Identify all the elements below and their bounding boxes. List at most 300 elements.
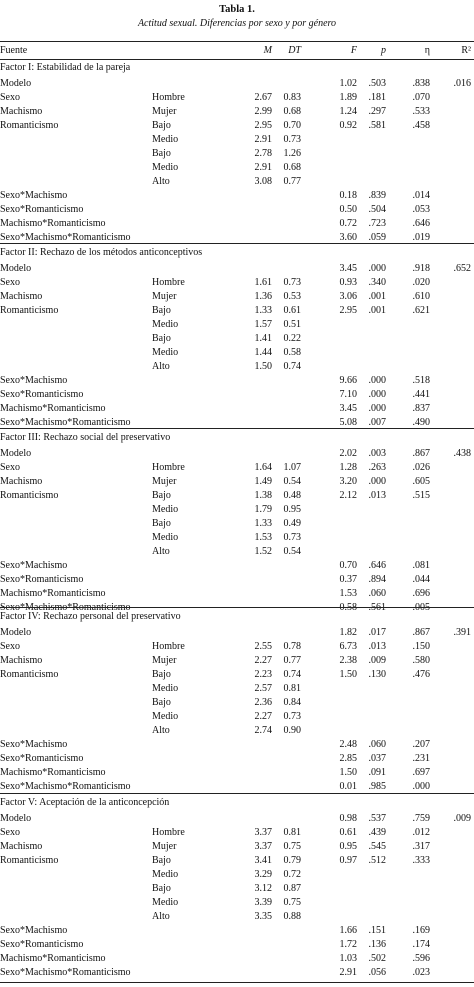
- cell-p: .009: [368, 655, 386, 666]
- cell-f: 0.97: [339, 855, 357, 866]
- header-f: F: [350, 45, 357, 56]
- section-rule: [0, 607, 474, 608]
- cell-label: Sexo*Machismo: [0, 190, 68, 201]
- header-p: p: [381, 45, 386, 56]
- cell-label: Sexo*Romanticismo: [0, 204, 84, 215]
- cell-dt: 0.54: [283, 546, 301, 557]
- cell-dt: 1.26: [283, 148, 301, 159]
- cell-label: Modelo: [0, 813, 32, 824]
- group-row: [0, 682, 474, 696]
- cell-f: 0.18: [339, 190, 357, 201]
- cell-m: 2.55: [254, 641, 272, 652]
- cell-label: Machismo: [0, 291, 43, 302]
- cell-eta: .838: [412, 78, 430, 89]
- cell-p: .151: [368, 925, 386, 936]
- cell-p: .056: [368, 967, 386, 978]
- group-row: [0, 531, 474, 545]
- cell-dt: 0.61: [283, 305, 301, 316]
- cell-dt: 0.87: [283, 883, 301, 894]
- cell-eta: .697: [412, 767, 430, 778]
- cell-sub: Alto: [152, 725, 170, 736]
- cell-eta: .759: [412, 813, 430, 824]
- bottom-rule: [0, 982, 474, 983]
- cell-sub: Hombre: [152, 641, 185, 652]
- cell-dt: 0.51: [283, 319, 301, 330]
- cell-label: Sexo: [0, 277, 20, 288]
- cell-f: 0.01: [339, 781, 357, 792]
- cell-f: 3.60: [339, 232, 357, 243]
- group-row: [0, 710, 474, 724]
- cell-label: Modelo: [0, 448, 32, 459]
- cell-eta: .610: [412, 291, 430, 302]
- cell-dt: 0.48: [283, 490, 301, 501]
- cell-dt: 0.95: [283, 504, 301, 515]
- cell-sub: Hombre: [152, 827, 185, 838]
- cell-eta: .044: [412, 574, 430, 585]
- interaction-row: [0, 189, 474, 203]
- cell-eta: .333: [412, 855, 430, 866]
- interaction-row: [0, 952, 474, 966]
- cell-label: Romanticismo: [0, 490, 59, 501]
- cell-label: Sexo*Romanticismo: [0, 574, 84, 585]
- cell-dt: 0.75: [283, 841, 301, 852]
- cell-eta: .580: [412, 655, 430, 666]
- cell-r2: .391: [453, 627, 471, 638]
- cell-label: Sexo*Machismo: [0, 375, 68, 386]
- section-rule: [0, 428, 474, 429]
- interaction-row: [0, 203, 474, 217]
- cell-p: .001: [368, 291, 386, 302]
- cell-dt: 0.68: [283, 162, 301, 173]
- group-row: [0, 360, 474, 374]
- factor-title: [0, 61, 474, 75]
- cell-dt: 0.74: [283, 361, 301, 372]
- factor-title: [0, 796, 474, 810]
- cell-f: 1.82: [339, 627, 357, 638]
- modelo-row: [0, 626, 474, 640]
- cell-m: 1.50: [254, 361, 272, 372]
- interaction-row: [0, 587, 474, 601]
- cell-m: 1.61: [254, 277, 272, 288]
- cell-dt: 0.54: [283, 476, 301, 487]
- cell-sub: Bajo: [152, 120, 171, 131]
- cell-label: Sexo*Machismo: [0, 560, 68, 571]
- cell-eta: .174: [412, 939, 430, 950]
- cell-label: Machismo*Romanticismo: [0, 403, 106, 414]
- cell-m: 2.91: [254, 134, 272, 145]
- factor-title-text: Factor IV: Rechazo personal del preservativo: [0, 611, 181, 622]
- cell-r2: .009: [453, 813, 471, 824]
- cell-m: 1.38: [254, 490, 272, 501]
- cell-m: 1.33: [254, 518, 272, 529]
- cell-dt: 0.88: [283, 911, 301, 922]
- cell-eta: .020: [412, 277, 430, 288]
- cell-f: 0.72: [339, 218, 357, 229]
- interaction-row: [0, 938, 474, 952]
- cell-label: Machismo: [0, 655, 43, 666]
- factor-title-text: Factor II: Rechazo de los métodos anticonceptivos: [0, 247, 203, 258]
- cell-f: 2.85: [339, 753, 357, 764]
- header-rule: [0, 59, 474, 60]
- group-row: [0, 290, 474, 304]
- cell-f: 1.53: [339, 588, 357, 599]
- cell-label: Sexo: [0, 462, 20, 473]
- cell-f: 2.91: [339, 967, 357, 978]
- cell-dt: 0.73: [283, 532, 301, 543]
- cell-eta: .070: [412, 92, 430, 103]
- cell-f: 0.92: [339, 120, 357, 131]
- cell-m: 2.27: [254, 655, 272, 666]
- group-row: [0, 882, 474, 896]
- cell-f: 6.73: [339, 641, 357, 652]
- cell-label: Sexo: [0, 92, 20, 103]
- interaction-row: [0, 752, 474, 766]
- group-row: [0, 854, 474, 868]
- group-row: [0, 175, 474, 189]
- interaction-row: [0, 780, 474, 794]
- cell-sub: Hombre: [152, 462, 185, 473]
- cell-f: 3.06: [339, 291, 357, 302]
- cell-f: 3.45: [339, 403, 357, 414]
- group-row: [0, 503, 474, 517]
- cell-sub: Medio: [152, 134, 179, 145]
- cell-m: 3.39: [254, 897, 272, 908]
- interaction-row: [0, 738, 474, 752]
- group-row: [0, 161, 474, 175]
- cell-sub: Medio: [152, 683, 179, 694]
- cell-f: 0.93: [339, 277, 357, 288]
- cell-sub: Bajo: [152, 490, 171, 501]
- cell-sub: Bajo: [152, 518, 171, 529]
- cell-dt: 0.68: [283, 106, 301, 117]
- cell-f: 2.95: [339, 305, 357, 316]
- cell-f: 1.24: [339, 106, 357, 117]
- cell-eta: .014: [412, 190, 430, 201]
- cell-eta: .441: [412, 389, 430, 400]
- interaction-row: [0, 573, 474, 587]
- cell-dt: 0.78: [283, 641, 301, 652]
- cell-sub: Alto: [152, 546, 170, 557]
- cell-m: 2.78: [254, 148, 272, 159]
- cell-m: 1.57: [254, 319, 272, 330]
- cell-eta: .169: [412, 925, 430, 936]
- cell-dt: 0.70: [283, 120, 301, 131]
- cell-label: Modelo: [0, 627, 32, 638]
- cell-f: 0.95: [339, 841, 357, 852]
- cell-sub: Alto: [152, 911, 170, 922]
- cell-dt: 0.83: [283, 92, 301, 103]
- cell-p: .000: [368, 375, 386, 386]
- cell-p: .340: [368, 277, 386, 288]
- cell-f: 2.02: [339, 448, 357, 459]
- cell-label: Sexo: [0, 641, 20, 652]
- cell-label: Romanticismo: [0, 669, 59, 680]
- cell-eta: .476: [412, 669, 430, 680]
- group-row: [0, 332, 474, 346]
- cell-dt: 0.84: [283, 697, 301, 708]
- cell-p: .000: [368, 403, 386, 414]
- cell-r2: .652: [453, 263, 471, 274]
- cell-label: Romanticismo: [0, 120, 59, 131]
- cell-p: .545: [368, 841, 386, 852]
- section-rule: [0, 243, 474, 244]
- cell-p: .013: [368, 490, 386, 501]
- cell-f: 1.89: [339, 92, 357, 103]
- cell-m: 3.35: [254, 911, 272, 922]
- cell-p: .091: [368, 767, 386, 778]
- cell-f: 2.48: [339, 739, 357, 750]
- modelo-row: [0, 262, 474, 276]
- cell-p: .646: [368, 560, 386, 571]
- cell-eta: .515: [412, 490, 430, 501]
- group-row: [0, 868, 474, 882]
- cell-sub: Mujer: [152, 655, 177, 666]
- cell-m: 2.74: [254, 725, 272, 736]
- table-subtitle: Actitud sexual. Diferencias por sexo y por género: [137, 18, 337, 29]
- cell-eta: .150: [412, 641, 430, 652]
- cell-sub: Bajo: [152, 669, 171, 680]
- cell-dt: 0.73: [283, 134, 301, 145]
- cell-m: 1.79: [254, 504, 272, 515]
- cell-eta: .026: [412, 462, 430, 473]
- cell-p: .001: [368, 305, 386, 316]
- cell-eta: .605: [412, 476, 430, 487]
- cell-eta: .019: [412, 232, 430, 243]
- group-row: [0, 119, 474, 133]
- cell-f: 1.28: [339, 462, 357, 473]
- cell-sub: Medio: [152, 347, 179, 358]
- cell-eta: .458: [412, 120, 430, 131]
- cell-r2: .016: [453, 78, 471, 89]
- cell-sub: Mujer: [152, 291, 177, 302]
- section-rule: [0, 793, 474, 794]
- cell-eta: .012: [412, 827, 430, 838]
- cell-f: 1.03: [339, 953, 357, 964]
- cell-eta: .867: [412, 627, 430, 638]
- cell-eta: .518: [412, 375, 430, 386]
- cell-p: .537: [368, 813, 386, 824]
- group-row: [0, 475, 474, 489]
- factor-title: [0, 246, 474, 260]
- cell-dt: 0.81: [283, 827, 301, 838]
- cell-sub: Hombre: [152, 92, 185, 103]
- group-row: [0, 461, 474, 475]
- header-eta: η: [424, 45, 430, 56]
- cell-label: Machismo*Romanticismo: [0, 953, 106, 964]
- cell-p: .013: [368, 641, 386, 652]
- cell-f: 3.20: [339, 476, 357, 487]
- group-row: [0, 318, 474, 332]
- group-row: [0, 545, 474, 559]
- interaction-row: [0, 388, 474, 402]
- cell-label: Romanticismo: [0, 305, 59, 316]
- cell-dt: 0.49: [283, 518, 301, 529]
- cell-m: 1.41: [254, 333, 272, 344]
- cell-p: .502: [368, 953, 386, 964]
- cell-f: 7.10: [339, 389, 357, 400]
- cell-p: .894: [368, 574, 386, 585]
- group-row: [0, 696, 474, 710]
- group-row: [0, 105, 474, 119]
- cell-sub: Mujer: [152, 476, 177, 487]
- cell-m: 2.23: [254, 669, 272, 680]
- cell-p: .000: [368, 263, 386, 274]
- cell-sub: Bajo: [152, 148, 171, 159]
- cell-sub: Medio: [152, 504, 179, 515]
- cell-label: Machismo: [0, 476, 43, 487]
- group-row: [0, 91, 474, 105]
- cell-sub: Mujer: [152, 106, 177, 117]
- cell-p: .985: [368, 781, 386, 792]
- cell-m: 1.53: [254, 532, 272, 543]
- table-title: Tabla 1.: [219, 4, 255, 15]
- cell-p: .263: [368, 462, 386, 473]
- cell-m: 3.29: [254, 869, 272, 880]
- header-r2: R²: [461, 45, 471, 56]
- interaction-row: [0, 402, 474, 416]
- cell-m: 3.37: [254, 827, 272, 838]
- cell-dt: 0.73: [283, 277, 301, 288]
- cell-f: 0.61: [339, 827, 357, 838]
- header-m: M: [263, 45, 272, 56]
- interaction-row: [0, 559, 474, 573]
- group-row: [0, 640, 474, 654]
- cell-f: 1.50: [339, 767, 357, 778]
- modelo-row: [0, 812, 474, 826]
- cell-label: Machismo: [0, 106, 43, 117]
- cell-label: Sexo*Machismo*Romanticismo: [0, 232, 131, 243]
- cell-label: Sexo*Machismo*Romanticismo: [0, 781, 131, 792]
- cell-label: Sexo: [0, 827, 20, 838]
- cell-f: 0.70: [339, 560, 357, 571]
- cell-f: 3.45: [339, 263, 357, 274]
- header-row: [0, 44, 474, 58]
- cell-m: 3.12: [254, 883, 272, 894]
- cell-m: 1.64: [254, 462, 272, 473]
- cell-sub: Medio: [152, 869, 179, 880]
- cell-sub: Medio: [152, 897, 179, 908]
- cell-label: Machismo*Romanticismo: [0, 588, 106, 599]
- cell-p: .581: [368, 120, 386, 131]
- cell-p: .017: [368, 627, 386, 638]
- cell-p: .504: [368, 204, 386, 215]
- cell-r2: .438: [453, 448, 471, 459]
- cell-m: 2.67: [254, 92, 272, 103]
- cell-m: 1.44: [254, 347, 272, 358]
- cell-p: .059: [368, 232, 386, 243]
- cell-dt: 0.79: [283, 855, 301, 866]
- cell-f: 5.08: [339, 417, 357, 428]
- cell-sub: Bajo: [152, 305, 171, 316]
- cell-eta: .231: [412, 753, 430, 764]
- cell-dt: 0.58: [283, 347, 301, 358]
- cell-f: 1.72: [339, 939, 357, 950]
- cell-f: 1.66: [339, 925, 357, 936]
- cell-sub: Hombre: [152, 277, 185, 288]
- cell-label: Sexo*Machismo: [0, 739, 68, 750]
- top-rule: [0, 41, 474, 42]
- group-row: [0, 910, 474, 924]
- factor-title: [0, 431, 474, 445]
- cell-eta: .053: [412, 204, 430, 215]
- cell-sub: Medio: [152, 319, 179, 330]
- cell-label: Sexo*Romanticismo: [0, 389, 84, 400]
- cell-dt: 0.53: [283, 291, 301, 302]
- cell-p: .839: [368, 190, 386, 201]
- cell-dt: 1.07: [283, 462, 301, 473]
- cell-f: 9.66: [339, 375, 357, 386]
- group-row: [0, 826, 474, 840]
- cell-m: 2.27: [254, 711, 272, 722]
- cell-p: .130: [368, 669, 386, 680]
- cell-p: .439: [368, 827, 386, 838]
- cell-eta: .023: [412, 967, 430, 978]
- cell-dt: 0.75: [283, 897, 301, 908]
- cell-label: Modelo: [0, 263, 32, 274]
- cell-m: 1.52: [254, 546, 272, 557]
- cell-sub: Bajo: [152, 883, 171, 894]
- cell-eta: .646: [412, 218, 430, 229]
- cell-p: .007: [368, 417, 386, 428]
- factor-title: [0, 610, 474, 624]
- group-row: [0, 346, 474, 360]
- cell-sub: Bajo: [152, 333, 171, 344]
- cell-dt: 0.73: [283, 711, 301, 722]
- cell-m: 3.41: [254, 855, 272, 866]
- cell-label: Machismo*Romanticismo: [0, 767, 106, 778]
- group-row: [0, 276, 474, 290]
- modelo-row: [0, 447, 474, 461]
- cell-f: 0.98: [339, 813, 357, 824]
- cell-dt: 0.81: [283, 683, 301, 694]
- cell-f: 2.38: [339, 655, 357, 666]
- cell-m: 2.91: [254, 162, 272, 173]
- group-row: [0, 840, 474, 854]
- group-row: [0, 668, 474, 682]
- cell-p: .003: [368, 448, 386, 459]
- group-row: [0, 489, 474, 503]
- cell-p: .181: [368, 92, 386, 103]
- cell-m: 2.99: [254, 106, 272, 117]
- cell-sub: Bajo: [152, 697, 171, 708]
- cell-sub: Medio: [152, 162, 179, 173]
- cell-eta: .490: [412, 417, 430, 428]
- cell-sub: Bajo: [152, 855, 171, 866]
- cell-dt: 0.22: [283, 333, 301, 344]
- cell-f: 1.02: [339, 78, 357, 89]
- cell-m: 2.95: [254, 120, 272, 131]
- cell-p: .297: [368, 106, 386, 117]
- interaction-row: [0, 217, 474, 231]
- cell-label: Sexo*Romanticismo: [0, 753, 84, 764]
- header-dt: DT: [288, 45, 301, 56]
- cell-f: 1.50: [339, 669, 357, 680]
- cell-label: Sexo*Romanticismo: [0, 939, 84, 950]
- cell-p: .060: [368, 588, 386, 599]
- cell-label: Sexo*Machismo: [0, 925, 68, 936]
- cell-p: .503: [368, 78, 386, 89]
- cell-m: 3.08: [254, 176, 272, 187]
- interaction-row: [0, 966, 474, 980]
- cell-f: 2.12: [339, 490, 357, 501]
- group-row: [0, 724, 474, 738]
- interaction-row: [0, 766, 474, 780]
- cell-m: 2.36: [254, 697, 272, 708]
- cell-p: .723: [368, 218, 386, 229]
- cell-f: 0.50: [339, 204, 357, 215]
- cell-p: .000: [368, 476, 386, 487]
- cell-dt: 0.72: [283, 869, 301, 880]
